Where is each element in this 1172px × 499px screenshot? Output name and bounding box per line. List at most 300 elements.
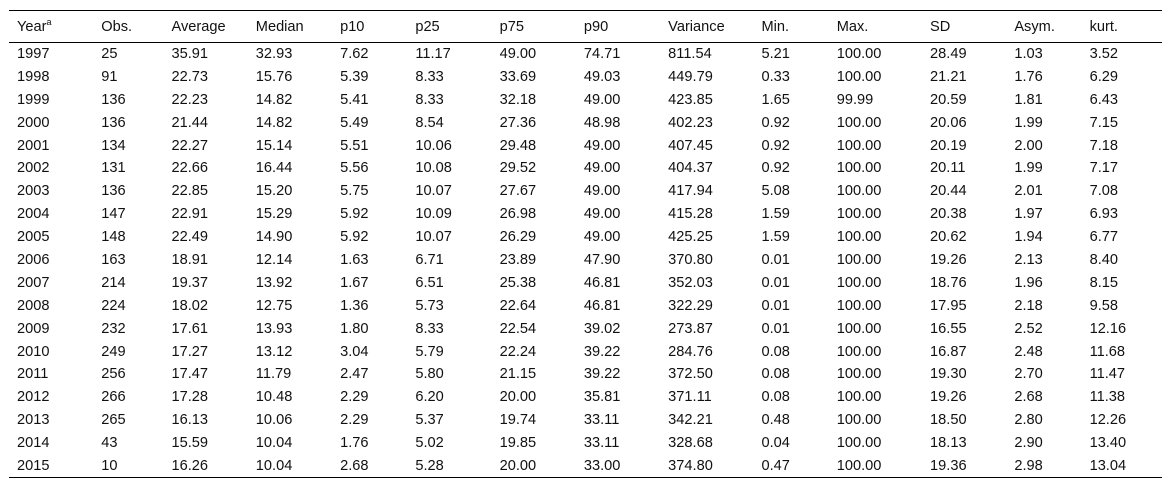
table-cell: 5.80 (415, 366, 444, 383)
table-cell: 2.48 (1014, 343, 1043, 360)
table-cell: 6.71 (415, 251, 444, 268)
table-cell: 3.52 (1089, 46, 1118, 63)
table-cell: 17.61 (171, 320, 209, 337)
table-cell: 22.85 (171, 183, 209, 200)
table-cell: 20.00 (499, 389, 537, 406)
table-cell: 1.03 (1014, 46, 1043, 63)
column-header: Obs. (93, 11, 163, 43)
table-cell: 134 (101, 137, 126, 154)
table-cell: 404.37 (668, 160, 713, 177)
table-cell: 284.76 (668, 343, 713, 360)
table-cell: 32.18 (499, 91, 537, 108)
table-cell: 22.73 (171, 68, 209, 85)
table-cell: 5.73 (415, 297, 444, 314)
table-cell: 25.38 (499, 274, 537, 291)
table-cell: 10.06 (415, 137, 452, 154)
table-cell: 20.19 (930, 137, 967, 154)
table-cell: 49.00 (583, 160, 621, 177)
table-cell-year: 2008 (17, 297, 50, 314)
table-cell: 5.56 (340, 160, 369, 177)
table-cell: 449.79 (668, 68, 713, 85)
table-cell: 33.11 (583, 435, 620, 452)
table-cell: 1.67 (340, 274, 369, 291)
table-cell: 13.93 (255, 320, 293, 337)
table-cell: 374.80 (660, 455, 753, 478)
table-cell: 423.85 (668, 91, 713, 108)
table-row (9, 111, 1162, 134)
table-cell: 39.22 (583, 366, 621, 383)
column-header: Variance (660, 11, 753, 43)
table-cell: 48.98 (583, 114, 621, 131)
table-row (9, 43, 1162, 66)
table-cell: 6.77 (1089, 229, 1118, 246)
table-cell: 32.93 (255, 46, 293, 63)
table-cell: 5.21 (761, 46, 790, 63)
table-cell: 33.11 (583, 412, 620, 429)
table-row (9, 409, 1162, 432)
table-cell: 5.92 (340, 206, 369, 223)
table-cell: 8.33 (415, 68, 444, 85)
table-cell-year: 2012 (17, 389, 50, 406)
table-cell: 0.01 (761, 320, 790, 337)
table-cell: 18.91 (171, 251, 209, 268)
statistics-table (9, 10, 1162, 478)
table-cell-year: 2003 (17, 183, 50, 200)
table-row (9, 386, 1162, 409)
table-cell: 13.12 (255, 343, 293, 360)
table-cell: 17.28 (171, 389, 209, 406)
table-cell: 1.81 (1014, 91, 1043, 108)
table-cell: 21.44 (171, 114, 209, 131)
table-cell-year: 2011 (17, 366, 49, 383)
year-footnote-marker: a (46, 16, 52, 27)
table-cell: 10.07 (415, 183, 452, 200)
table-cell: 13.04 (1082, 455, 1162, 478)
table-cell: 2.47 (340, 366, 369, 383)
table-cell-year: 2000 (17, 114, 50, 131)
table-cell: 256 (101, 366, 126, 383)
table-cell: 265 (101, 412, 126, 429)
table-cell: 0.04 (761, 435, 790, 452)
table-cell: 10.06 (255, 412, 293, 429)
table-cell: 2.80 (1014, 412, 1043, 429)
table-cell: 49.00 (499, 46, 537, 63)
table-cell: 371.11 (668, 389, 712, 406)
table-cell: 7.17 (1089, 160, 1118, 177)
table-cell: 0.92 (761, 160, 790, 177)
table-cell: 14.90 (255, 229, 293, 246)
table-cell: 10 (93, 455, 163, 478)
table-cell: 2.00 (1014, 137, 1043, 154)
table-cell: 2.29 (340, 389, 369, 406)
table-cell: 100.00 (836, 183, 882, 200)
table-cell: 100.00 (836, 343, 882, 360)
table-cell: 5.08 (761, 183, 790, 200)
table-cell: 1.80 (340, 320, 369, 337)
table-cell: 5.41 (340, 91, 369, 108)
table-cell: 0.01 (761, 297, 790, 314)
table-cell: 328.68 (668, 435, 713, 452)
table-cell: 0.47 (753, 455, 828, 478)
table-cell: 2.90 (1014, 435, 1043, 452)
table-cell: 148 (101, 229, 126, 246)
table-row (9, 203, 1162, 226)
column-header: Median (248, 11, 332, 43)
table-cell: 74.71 (583, 46, 621, 63)
table-cell: 5.39 (340, 68, 369, 85)
table-cell: 100.00 (836, 206, 882, 223)
table-cell: 22.49 (171, 229, 209, 246)
year-header-label: Year (17, 18, 47, 35)
table-row (9, 157, 1162, 180)
table-cell: 8.54 (415, 114, 444, 131)
table-cell-year: 2007 (17, 274, 50, 291)
table-cell: 1.76 (1014, 68, 1043, 85)
table-cell: 0.08 (761, 389, 790, 406)
table-cell: 18.76 (930, 274, 967, 291)
table-cell: 13.40 (1089, 435, 1127, 452)
table-cell: 27.67 (499, 183, 537, 200)
table-cell: 5.75 (340, 183, 369, 200)
table-cell: 2.18 (1014, 297, 1043, 314)
table-cell: 27.36 (499, 114, 537, 131)
table-cell: 136 (101, 114, 126, 131)
table-row (9, 180, 1162, 203)
table-cell: 5.28 (407, 455, 491, 478)
table-cell: 20.62 (930, 229, 967, 246)
table-cell: 136 (101, 91, 126, 108)
table-cell: 6.43 (1089, 91, 1118, 108)
table-cell-year: 1998 (17, 68, 50, 85)
table-cell: 100.00 (829, 455, 922, 478)
table-cell: 402.23 (668, 114, 713, 131)
table-row (9, 249, 1162, 272)
table-cell: 5.79 (415, 343, 444, 360)
table-cell: 8.40 (1089, 251, 1118, 268)
table-cell: 15.29 (255, 206, 293, 223)
table-cell: 19.85 (499, 435, 537, 452)
table-cell: 9.58 (1089, 297, 1118, 314)
table-cell: 49.00 (583, 183, 621, 200)
table-cell: 13.92 (255, 274, 293, 291)
table-cell: 5.02 (415, 435, 444, 452)
table-cell: 5.37 (415, 412, 444, 429)
table-cell: 1.63 (340, 251, 369, 268)
table-cell: 15.14 (255, 137, 293, 154)
table-cell: 10.09 (415, 206, 452, 223)
table-cell: 100.00 (836, 251, 882, 268)
table-cell: 19.26 (930, 251, 967, 268)
table-cell: 49.00 (583, 206, 621, 223)
table-cell: 100.00 (836, 274, 882, 291)
table-cell: 811.54 (668, 46, 712, 63)
column-header: p90 (576, 11, 660, 43)
table-row (9, 363, 1162, 386)
table-cell: 100.00 (836, 435, 882, 452)
table-cell: 18.02 (171, 297, 209, 314)
table-cell: 16.44 (255, 160, 293, 177)
table-cell: 163 (101, 251, 126, 268)
table-cell: 2.52 (1014, 320, 1043, 337)
table-cell-year: 2013 (17, 412, 50, 429)
table-cell-year: 1997 (17, 46, 50, 63)
table-cell: 20.44 (930, 183, 967, 200)
table-cell: 10.07 (415, 229, 452, 246)
table-cell: 12.14 (255, 251, 293, 268)
table-cell: 1.99 (1014, 114, 1043, 131)
table-cell: 147 (101, 206, 126, 223)
table-cell: 3.04 (340, 343, 369, 360)
table-cell: 12.26 (1089, 412, 1127, 429)
table-cell: 415.28 (668, 206, 713, 223)
table-cell: 342.21 (668, 412, 713, 429)
table-row (9, 317, 1162, 340)
table-cell: 249 (101, 343, 126, 360)
table-cell: 16.87 (930, 343, 967, 360)
table-cell-year: 2004 (17, 206, 50, 223)
table-cell: 0.08 (761, 366, 790, 383)
table-cell: 100.00 (836, 229, 882, 246)
table-cell-year: 2002 (17, 160, 50, 177)
table-cell: 0.92 (761, 137, 790, 154)
table-cell: 7.18 (1089, 137, 1118, 154)
table-cell: 1.65 (761, 91, 790, 108)
table-cell: 29.48 (499, 137, 537, 154)
column-header: Min. (753, 11, 828, 43)
table-cell: 22.23 (171, 91, 209, 108)
table-cell: 29.52 (499, 160, 537, 177)
table-row (9, 432, 1162, 455)
table-cell: 10.04 (248, 455, 332, 478)
table-cell: 22.54 (499, 320, 537, 337)
table-cell: 2.13 (1014, 251, 1043, 268)
table-cell: 370.80 (668, 251, 713, 268)
table-cell: 7.15 (1089, 114, 1118, 131)
table-row (9, 294, 1162, 317)
table-cell: 19.37 (171, 274, 209, 291)
table-cell: 6.51 (415, 274, 444, 291)
table-cell: 100.00 (836, 389, 882, 406)
table-cell: 47.90 (583, 251, 621, 268)
table-cell: 11.68 (1089, 343, 1126, 360)
table-cell: 1.59 (761, 206, 790, 223)
table-cell: 1.94 (1014, 229, 1043, 246)
table-row (9, 88, 1162, 111)
table-cell: 11.17 (415, 46, 451, 63)
table-cell: 15.59 (171, 435, 209, 452)
table-header-row (9, 11, 1162, 43)
table-cell: 46.81 (583, 297, 621, 314)
table-row (9, 271, 1162, 294)
table-cell: 25 (101, 46, 118, 63)
table-cell: 22.24 (499, 343, 537, 360)
table-cell: 17.47 (171, 366, 209, 383)
table-cell: 11.79 (255, 366, 292, 383)
table-cell: 273.87 (668, 320, 713, 337)
table-cell: 1.96 (1014, 274, 1043, 291)
column-header: Asym. (1006, 11, 1081, 43)
table-cell: 22.64 (499, 297, 537, 314)
table-cell: 35.81 (583, 389, 621, 406)
table-cell: 5.49 (340, 114, 369, 131)
table-cell: 10.48 (255, 389, 293, 406)
table-cell: 0.01 (761, 251, 790, 268)
table-cell: 100.00 (836, 320, 882, 337)
table-cell: 14.82 (255, 114, 293, 131)
table-cell-year: 2006 (17, 251, 50, 268)
table-cell: 91 (101, 68, 118, 85)
table-cell-year: 2015 (9, 455, 93, 478)
table-row (9, 455, 1162, 478)
table-cell: 1.59 (761, 229, 790, 246)
table-cell: 8.33 (415, 91, 444, 108)
column-header: p25 (407, 11, 491, 43)
table-cell: 10.04 (255, 435, 293, 452)
table-cell: 21.21 (930, 68, 967, 85)
table-cell: 19.74 (499, 412, 537, 429)
table-row (9, 340, 1162, 363)
table-cell-year: 2005 (17, 229, 50, 246)
table-cell: 26.98 (499, 206, 537, 223)
table-row (9, 134, 1162, 157)
table-cell: 49.00 (583, 91, 621, 108)
table-cell: 0.48 (761, 412, 790, 429)
table-cell: 2.98 (1006, 455, 1081, 478)
table-cell-year: 1999 (17, 91, 50, 108)
table-cell: 322.29 (668, 297, 713, 314)
table-cell: 7.08 (1089, 183, 1118, 200)
table-cell: 11.47 (1089, 366, 1126, 383)
table-cell: 7.62 (340, 46, 369, 63)
table-cell: 28.49 (930, 46, 967, 63)
table-cell: 100.00 (836, 366, 882, 383)
table-cell: 10.08 (415, 160, 452, 177)
table-cell: 11.38 (1089, 389, 1126, 406)
table-cell: 26.29 (499, 229, 537, 246)
table-cell: 2.01 (1014, 183, 1043, 200)
table-cell: 12.75 (255, 297, 293, 314)
table-cell: 1.76 (340, 435, 369, 452)
table-cell: 2.70 (1014, 366, 1043, 383)
table-cell: 100.00 (836, 114, 882, 131)
table-cell: 17.27 (171, 343, 209, 360)
table-cell: 100.00 (836, 160, 882, 177)
table-cell: 49.00 (583, 137, 621, 154)
table-cell: 6.20 (415, 389, 444, 406)
table-cell: 136 (101, 183, 126, 200)
table-cell: 2.68 (332, 455, 407, 478)
column-header-year (9, 11, 93, 43)
table-cell: 16.55 (930, 320, 967, 337)
table-cell: 232 (101, 320, 126, 337)
table-cell-year: 2010 (17, 343, 50, 360)
table-cell: 1.36 (340, 297, 369, 314)
table-cell: 14.82 (255, 91, 293, 108)
table-cell: 100.00 (836, 46, 882, 63)
table-cell: 0.01 (761, 274, 790, 291)
table-cell: 425.25 (668, 229, 713, 246)
table-cell-year: 2009 (17, 320, 50, 337)
table-cell: 49.03 (583, 68, 621, 85)
table-row (9, 65, 1162, 88)
table-cell: 39.02 (583, 320, 621, 337)
table-body (9, 43, 1162, 478)
table-cell: 6.29 (1089, 68, 1118, 85)
table-cell: 0.33 (761, 68, 790, 85)
table-cell: 18.50 (930, 412, 967, 429)
table-cell: 372.50 (668, 366, 713, 383)
table-cell: 20.38 (930, 206, 967, 223)
table-cell: 16.13 (171, 412, 209, 429)
table-cell: 46.81 (583, 274, 621, 291)
table-cell-year: 2001 (17, 137, 50, 154)
table-cell: 12.16 (1089, 320, 1127, 337)
column-header: Max. (829, 11, 922, 43)
table-cell: 0.92 (761, 114, 790, 131)
table-cell: 8.33 (415, 320, 444, 337)
column-header: kurt. (1082, 11, 1162, 43)
table-cell: 15.76 (255, 68, 293, 85)
table-cell: 100.00 (836, 137, 882, 154)
table-cell: 21.15 (499, 366, 537, 383)
statistics-table-container (9, 10, 1162, 478)
table-cell: 352.03 (668, 274, 713, 291)
table-cell: 214 (101, 274, 126, 291)
table-cell: 22.66 (171, 160, 209, 177)
table-cell: 43 (101, 435, 118, 452)
column-header: p10 (332, 11, 407, 43)
table-cell: 224 (101, 297, 126, 314)
table-cell: 19.26 (930, 389, 967, 406)
table-cell: 22.91 (171, 206, 209, 223)
table-cell: 100.00 (836, 68, 882, 85)
table-cell: 16.26 (164, 455, 248, 478)
table-cell: 6.93 (1089, 206, 1118, 223)
table-cell: 17.95 (930, 297, 967, 314)
table-cell: 23.89 (499, 251, 537, 268)
table-cell: 5.51 (340, 137, 369, 154)
table-cell: 39.22 (583, 343, 621, 360)
table-cell: 19.30 (930, 366, 967, 383)
table-cell: 49.00 (583, 229, 621, 246)
table-cell: 8.15 (1089, 274, 1118, 291)
table-cell: 417.94 (668, 183, 713, 200)
column-header: p75 (492, 11, 576, 43)
table-cell: 5.92 (340, 229, 369, 246)
table-cell: 0.08 (761, 343, 790, 360)
table-cell: 33.69 (499, 68, 537, 85)
table-cell: 35.91 (171, 46, 209, 63)
table-cell-year: 2014 (17, 435, 50, 452)
table-cell: 19.36 (922, 455, 1006, 478)
column-header: Average (164, 11, 248, 43)
table-cell: 266 (101, 389, 126, 406)
table-cell: 15.20 (255, 183, 293, 200)
table-cell: 1.99 (1014, 160, 1043, 177)
column-header: SD (922, 11, 1006, 43)
table-cell: 407.45 (668, 137, 713, 154)
table-cell: 18.13 (930, 435, 967, 452)
table-cell: 1.97 (1014, 206, 1043, 223)
table-cell: 20.59 (930, 91, 967, 108)
table-cell: 131 (101, 160, 126, 177)
table-cell: 100.00 (836, 412, 882, 429)
table-cell: 33.00 (576, 455, 660, 478)
table-cell: 99.99 (836, 91, 874, 108)
table-cell: 2.68 (1014, 389, 1043, 406)
table-cell: 2.29 (340, 412, 369, 429)
table-cell: 100.00 (836, 297, 882, 314)
